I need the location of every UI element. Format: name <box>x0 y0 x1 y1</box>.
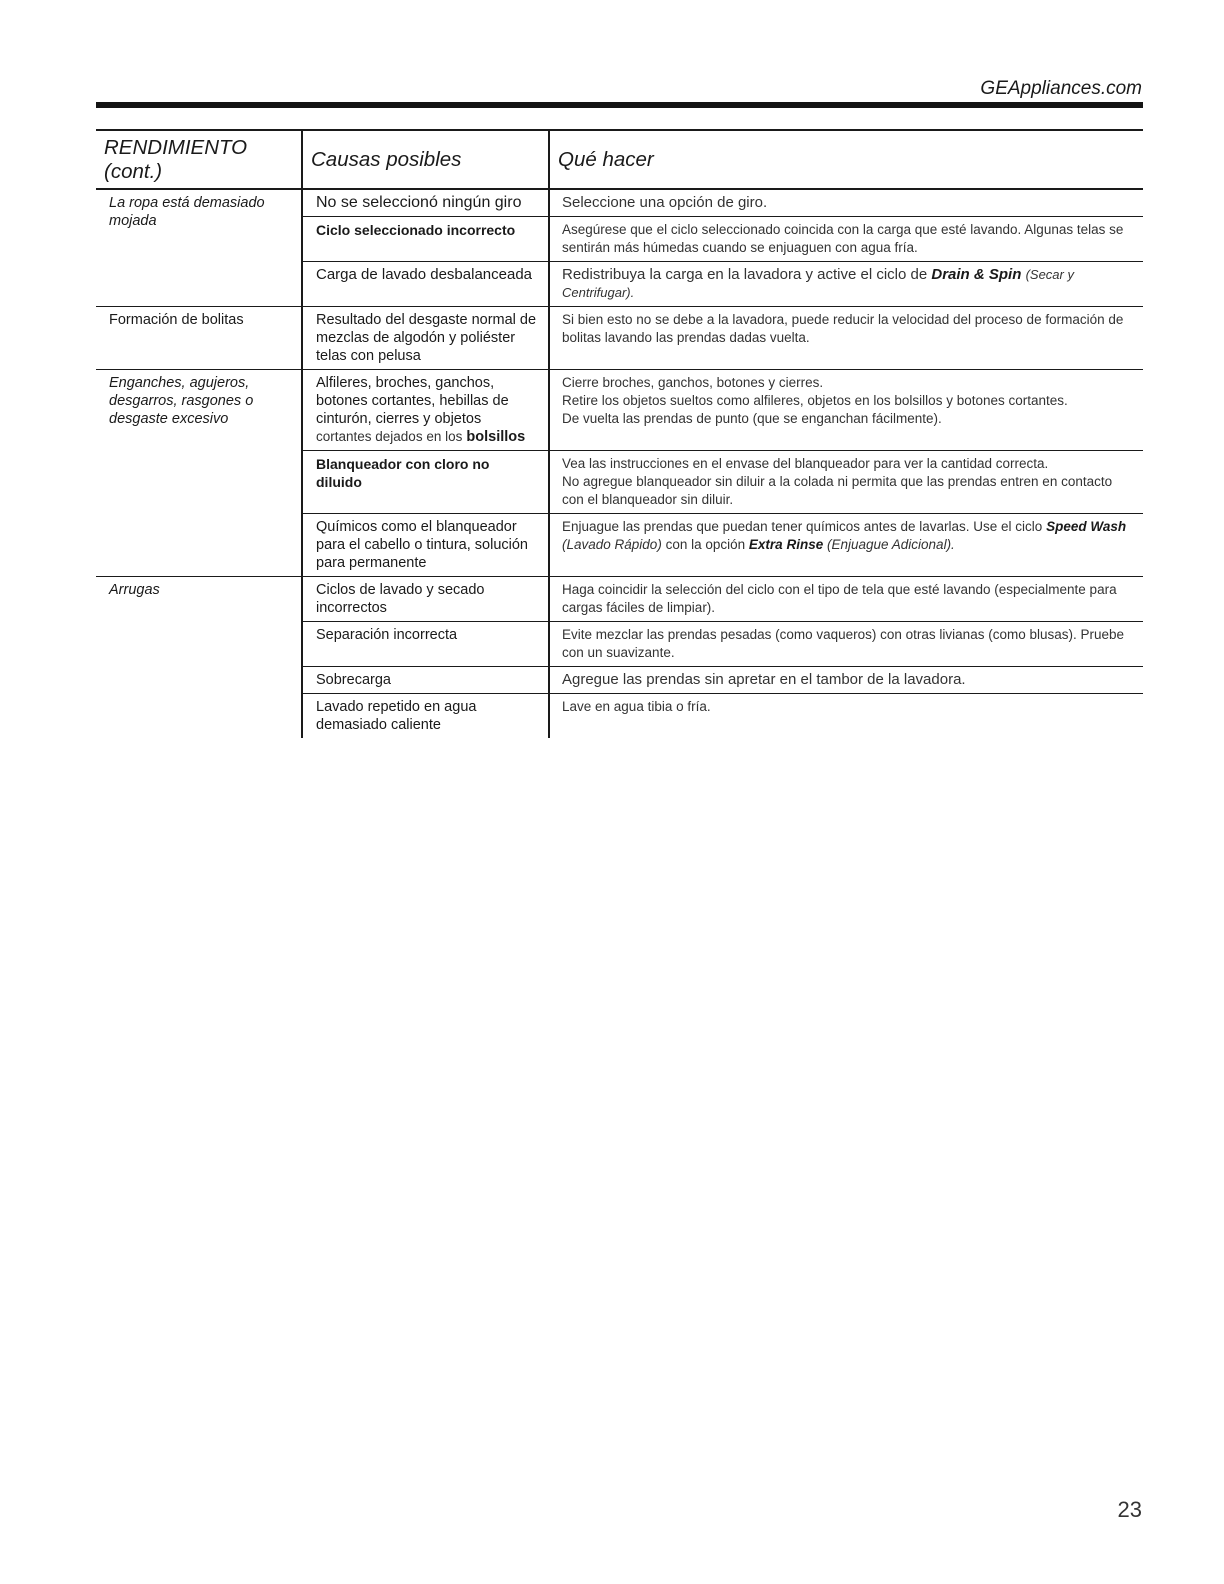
fix-cell <box>549 451 1143 514</box>
cause-cell: No se seleccionó ningún giro <box>302 189 549 217</box>
fix-cell: Seleccione una opción de giro. <box>562 194 768 211</box>
header-problem: RENDIMIENTO (cont.) <box>96 130 302 189</box>
fix-line: Vea las instrucciones en el envase del blanqueador para ver la cantidad correcta. <box>562 456 1049 471</box>
cause-cell: Separación incorrecta <box>302 622 549 667</box>
fix-cell: Haga coincidir la selección del ciclo con el tipo de tela que esté lavando (especialmente para cargas fáciles de limpiar). <box>549 577 1143 622</box>
fix-cell <box>549 514 1143 577</box>
fix-line: No agregue blanqueador sin diluir a la colada ni permita que las prendas entren en contacto con el blanqueador sin diluir. <box>562 474 1113 507</box>
problem-cell: La ropa está demasiado mojada <box>109 195 265 229</box>
fix-cell: Agregue las prendas sin apretar en el tambor de la lavadora. <box>549 667 1143 694</box>
fix-text: (Lavado Rápido) <box>562 537 662 552</box>
site-url: GEAppliances.com <box>980 78 1142 99</box>
cause-cell: Lavado repetido en agua demasiado caliente <box>302 694 549 739</box>
fix-cell <box>549 262 1143 307</box>
fix-cell: Evite mezclar las prendas pesadas (como vaqueros) con otras livianas (como blusas). Pruebe con un suavizante. <box>549 622 1143 667</box>
fix-cell: Lave en agua tibia o fría. <box>549 694 1143 739</box>
problem-cell: Formación de bolitas <box>96 307 302 370</box>
table-row <box>96 577 1143 622</box>
speed-wash-label: Speed Wash <box>1046 519 1127 534</box>
problem-cell: Arrugas <box>96 577 302 739</box>
cause-cell: Químicos como el blanqueador para el cabello o tintura, solución para permanente <box>302 514 549 577</box>
cause-cell: Blanqueador con cloro no diluido <box>302 451 549 514</box>
drain-spin-label: Drain & Spin <box>931 266 1022 283</box>
fix-line: Retire los objetos sueltos como alfileres, objetos en los bolsillos y botones cortantes. <box>562 393 1068 408</box>
fix-text: con la opción <box>665 537 746 552</box>
cause-text: Alfileres, broches, ganchos, botones cortantes, hebillas de cinturón, cierres y objetos <box>316 375 509 427</box>
header-causes: Causas posibles <box>302 130 549 189</box>
cause-cell: Carga de lavado desbalanceada <box>302 262 549 307</box>
header-rule <box>96 102 1143 108</box>
fix-cell <box>549 370 1143 451</box>
fix-text: (Secar y Centrifugar). <box>562 267 1074 300</box>
header-fix: Qué hacer <box>549 130 1143 189</box>
table-header-row <box>96 130 1143 189</box>
cause-cell: Sobrecarga <box>302 667 549 694</box>
cause-cell <box>302 370 549 451</box>
cause-text: cortantes dejados en los <box>316 429 463 444</box>
fix-text: Redistribuya la carga en la lavadora y active el ciclo de <box>562 266 928 283</box>
troubleshooting-table <box>96 129 1143 738</box>
cause-cell: Resultado del desgaste normal de mezclas de algodón y poliéster telas con pelusa <box>302 307 549 370</box>
fix-text: (Enjuague Adicional). <box>826 537 955 552</box>
fix-line: De vuelta las prendas de punto (que se enganchan fácilmente). <box>562 411 942 426</box>
table-row <box>96 370 1143 451</box>
fix-cell: Si bien esto no se debe a la lavadora, puede reducir la velocidad del proceso de formación de bolitas lavando las prendas dadas vuelta. <box>549 307 1143 370</box>
problem-cell: Enganches, agujeros, desgarros, rasgones o desgaste excesivo <box>96 370 302 577</box>
fix-line: Cierre broches, ganchos, botones y cierres. <box>562 375 824 390</box>
page-number: 23 <box>1117 1497 1142 1522</box>
cause-cell: Ciclo seleccionado incorrecto <box>302 217 549 262</box>
fix-text: Enjuague las prendas que puedan tener químicos antes de lavarlas. Use el ciclo <box>562 519 1043 534</box>
cause-text: bolsillos <box>466 429 526 445</box>
fix-cell: Asegúrese que el ciclo seleccionado coincida con la carga que esté lavando. Algunas telas se sentirán más húmedas cuando se enjuaguen con agua fría. <box>549 217 1143 262</box>
table-row <box>96 189 1143 217</box>
extra-rinse-label: Extra Rinse <box>748 537 824 552</box>
table-row <box>96 307 1143 370</box>
cause-cell: Ciclos de lavado y secado incorrectos <box>302 577 549 622</box>
